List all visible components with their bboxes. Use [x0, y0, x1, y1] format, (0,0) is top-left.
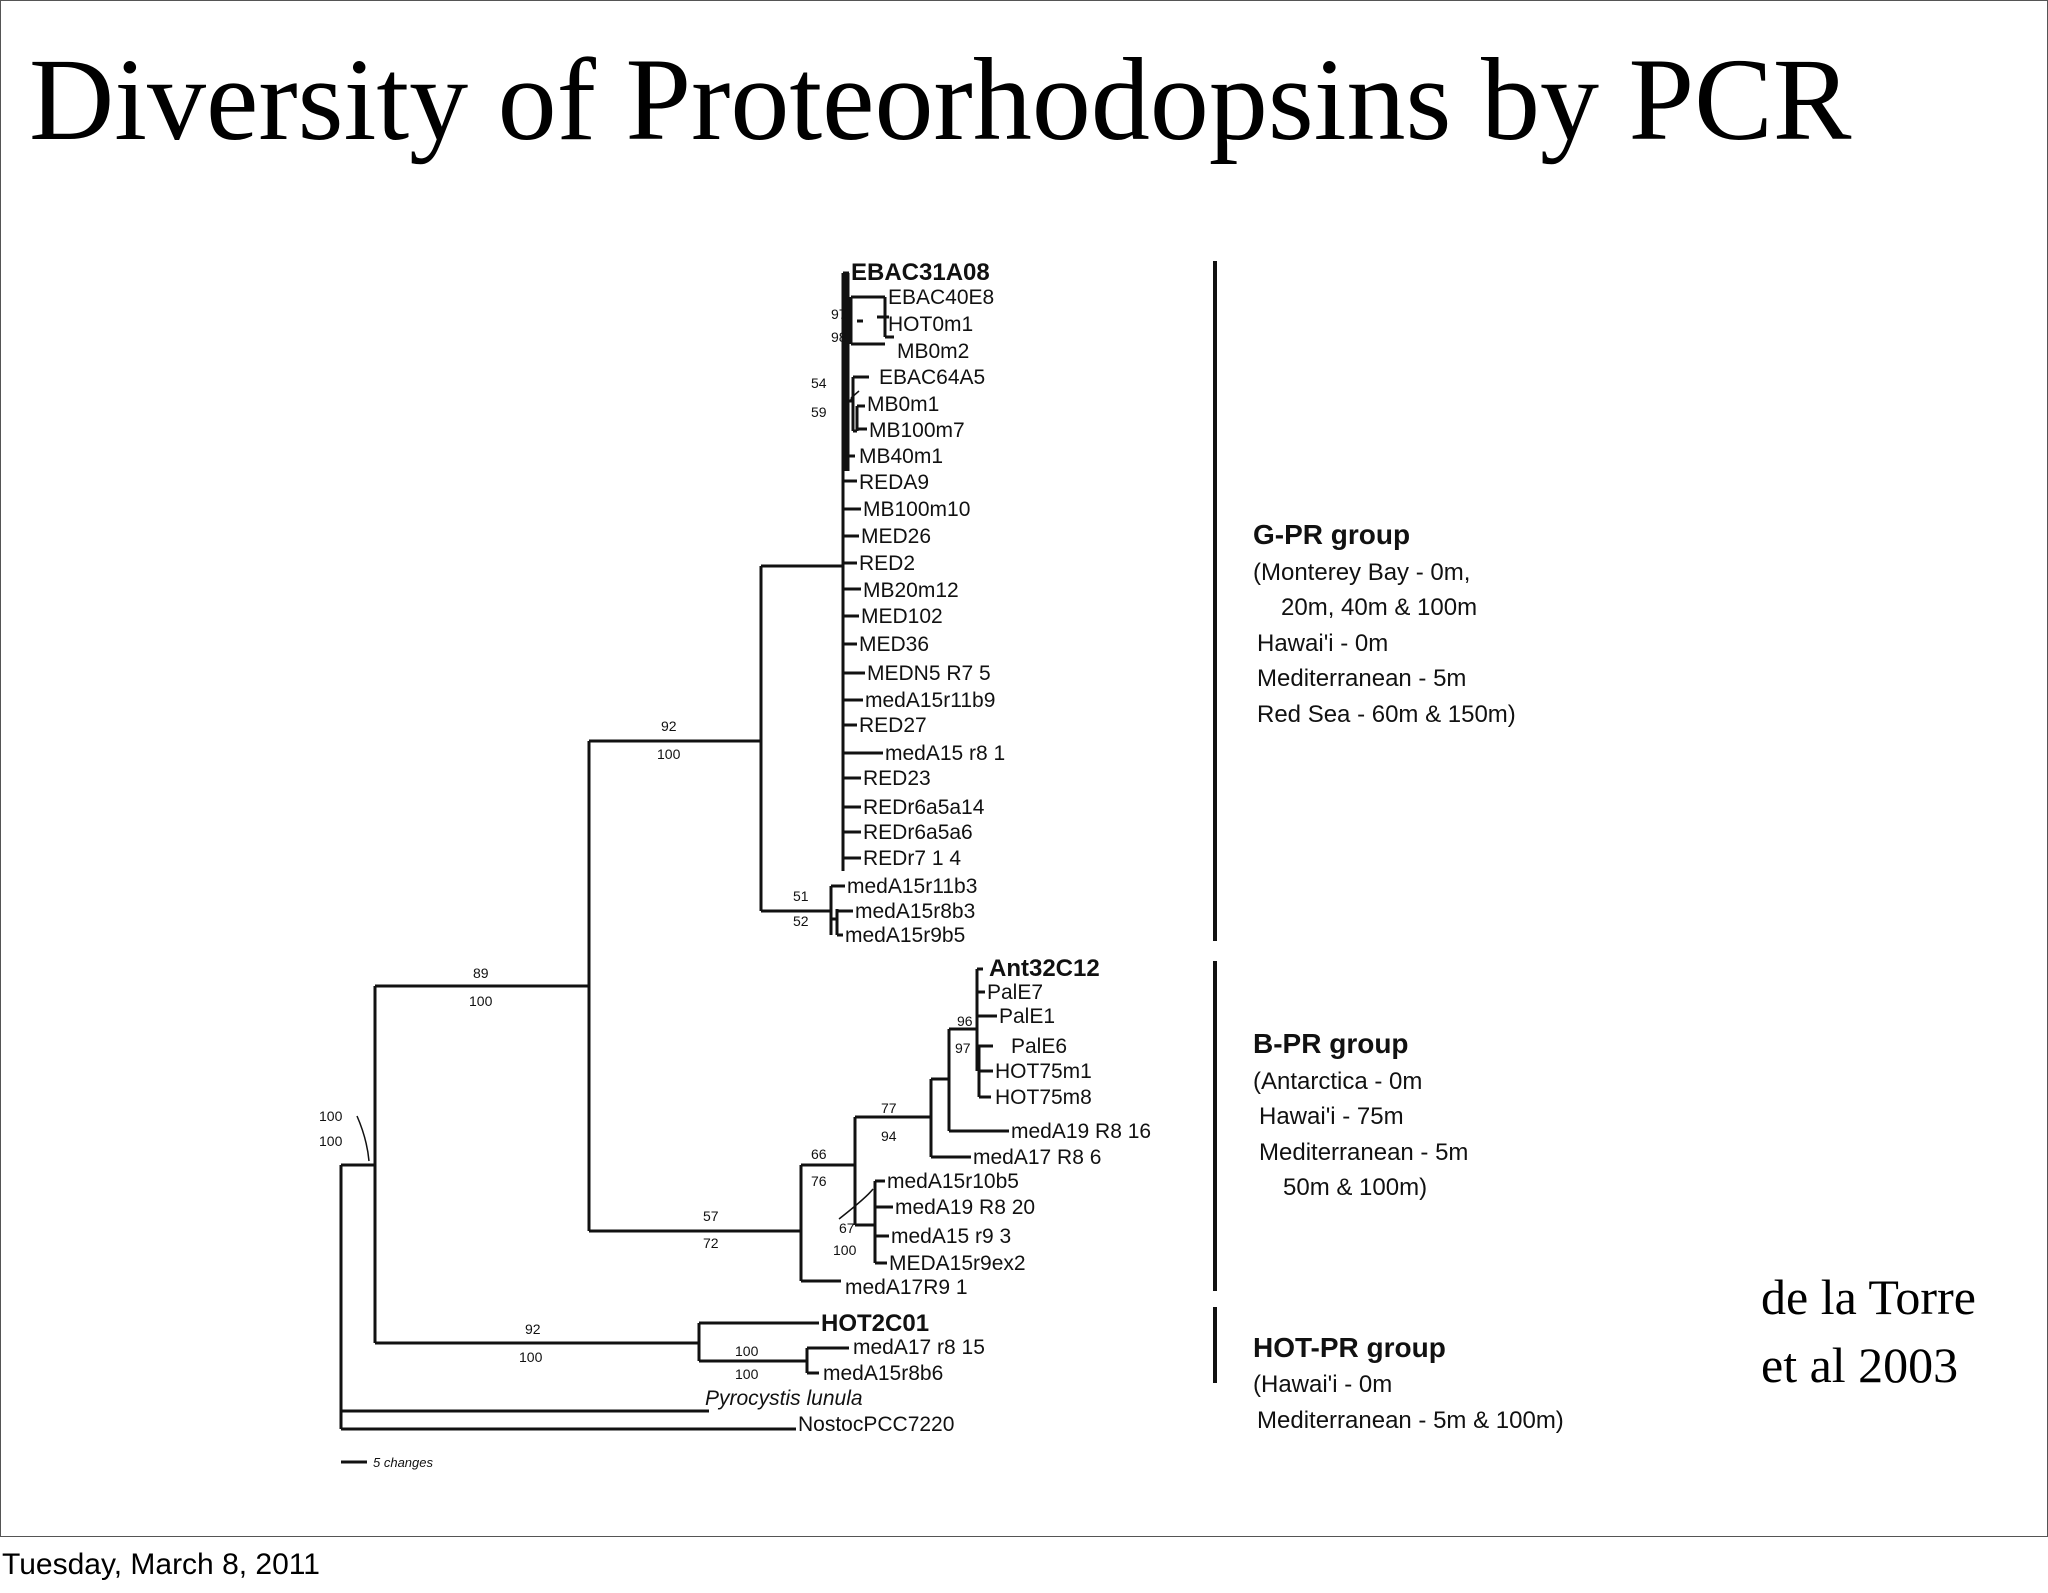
bootstrap-value: 76: [811, 1173, 827, 1189]
citation: [1761, 1263, 1976, 1399]
bootstrap-value: 96: [957, 1013, 973, 1029]
leaf-label: RED2: [859, 552, 916, 575]
leaf-label: MB40m1: [859, 445, 944, 468]
gpr-annotation: [1253, 519, 1516, 728]
leaf-label: medA19 R8 20: [895, 1196, 1036, 1219]
bootstrap-value: 57: [703, 1208, 719, 1224]
leaf-label: MED26: [861, 525, 932, 548]
gpr-line: (Monterey Bay - 0m,: [1253, 559, 1471, 586]
hotpr-line: Mediterranean - 5m & 100m): [1257, 1407, 1564, 1434]
bootstrap-value: 100: [657, 746, 681, 762]
leaf-label: Ant32C12: [989, 955, 1100, 982]
hotpr-line: (Hawai'i - 0m: [1253, 1371, 1393, 1398]
bootstrap-value: 100: [469, 993, 493, 1009]
leaf-label: medA17 R8 6: [973, 1146, 1102, 1169]
slide-title: Diversity of Proteorhodopsins by PCR: [29, 34, 1852, 165]
gpr-line: Mediterranean - 5m: [1257, 665, 1467, 692]
branch: [589, 741, 801, 1231]
hotpr-annotation: [1253, 1332, 1564, 1434]
leaf-label: medA15 r9 3: [891, 1225, 1012, 1248]
phylogenetic-tree: [1, 1, 2047, 1536]
leaf-label: medA15r10b5: [887, 1170, 1019, 1193]
gpr-line: Red Sea - 60m & 150m): [1257, 701, 1516, 728]
leaf-labels: [705, 259, 1151, 1436]
branch: [857, 406, 867, 431]
bootstrap-value: 54: [811, 375, 827, 391]
bootstrap-value: 100: [735, 1343, 759, 1359]
gpr-title: G-PR group: [1253, 519, 1411, 550]
bootstrap-value: 89: [473, 965, 489, 981]
leaf-label: MB0m1: [867, 393, 940, 416]
leaf-label: EBAC64A5: [879, 366, 986, 389]
bootstrap-value: 67: [839, 1220, 855, 1236]
bootstrap-value: 52: [793, 913, 809, 929]
leaf-label: medA19 R8 16: [1011, 1120, 1152, 1143]
leaf-label: medA15r8b6: [823, 1362, 944, 1385]
hotpr-title: HOT-PR group: [1253, 1332, 1446, 1363]
gpr-line: 20m, 40m & 100m: [1281, 594, 1478, 621]
branch: [357, 1116, 369, 1161]
leaf-label: Pyrocystis lunula: [705, 1387, 863, 1410]
leaf-label: RED23: [863, 767, 931, 790]
branch: [375, 986, 699, 1343]
leaf-label: RED27: [859, 714, 927, 737]
bootstrap-value: 72: [703, 1235, 719, 1251]
bootstrap-value: 66: [811, 1146, 827, 1162]
branch: [699, 1323, 819, 1361]
bootstrap-value: 100: [319, 1108, 343, 1124]
leaf-label: medA17 r8 15: [853, 1336, 985, 1359]
branch: [843, 589, 865, 673]
bootstrap-value: 92: [525, 1321, 541, 1337]
leaf-label: MEDA15r9ex2: [889, 1252, 1026, 1275]
leaf-label: EBAC40E8: [888, 286, 995, 309]
branch: [979, 1046, 993, 1097]
leaf-label: medA15 r8 1: [885, 742, 1006, 765]
leaf-label: MB100m7: [869, 419, 965, 442]
bpr-line: Hawai'i - 75m: [1259, 1103, 1404, 1130]
bootstrap-value: 100: [519, 1349, 543, 1365]
bootstrap-value: 94: [881, 1128, 897, 1144]
bootstrap-value: 98: [831, 329, 847, 345]
leaf-label: NostocPCC7220: [798, 1413, 955, 1436]
leaf-label: HOT75m1: [995, 1060, 1092, 1083]
leaf-label: medA15r9b5: [845, 924, 966, 947]
leaf-label: REDr6a5a6: [863, 821, 973, 844]
footer-date: Tuesday, March 8, 2011: [2, 1548, 320, 1581]
citation-line: de la Torre: [1761, 1269, 1976, 1325]
leaf-label: medA15r8b3: [855, 900, 976, 923]
branch: [875, 1181, 893, 1263]
branch: [843, 807, 861, 858]
bootstrap-value: 100: [319, 1133, 343, 1149]
leaf-label: EBAC31A08: [851, 259, 990, 286]
bpr-line: 50m & 100m): [1283, 1174, 1428, 1201]
leaf-label: MB20m12: [863, 579, 959, 602]
bootstrap-value: 92: [661, 718, 677, 734]
leaf-label: PalE1: [999, 1005, 1056, 1028]
leaf-label: REDr7 1 4: [863, 847, 962, 870]
scale-label: 5 changes: [373, 1455, 433, 1470]
leaf-label: MEDN5 R7 5: [867, 662, 991, 685]
leaf-label: PalE7: [987, 981, 1044, 1004]
bootstrap-value: 97: [831, 306, 847, 322]
gpr-line: Hawai'i - 0m: [1257, 630, 1389, 657]
leaf-label: medA15r11b9: [865, 689, 996, 712]
bpr-line: (Antarctica - 0m: [1253, 1068, 1423, 1095]
leaf-label: medA17R9 1: [845, 1276, 968, 1299]
leaf-label: HOT0m1: [888, 313, 974, 336]
leaf-label: HOT75m8: [995, 1086, 1092, 1109]
leaf-label: MED36: [859, 633, 930, 656]
leaf-label: HOT2C01: [821, 1310, 930, 1337]
leaf-label: REDr6a5a14: [863, 796, 985, 819]
leaf-label: MB0m2: [897, 340, 970, 363]
bootstrap-value: 100: [735, 1366, 759, 1382]
leaf-label: PalE6: [1011, 1035, 1068, 1058]
bpr-annotation: [1253, 1028, 1468, 1201]
leaf-label: MB100m10: [863, 498, 971, 521]
bootstrap-value: 100: [833, 1242, 857, 1258]
bootstrap-value: 77: [881, 1100, 897, 1116]
bpr-line: Mediterranean - 5m: [1259, 1139, 1469, 1166]
bootstrap-value: 97: [955, 1040, 971, 1056]
bpr-title: B-PR group: [1253, 1028, 1409, 1059]
leaf-label: medA15r11b3: [847, 875, 978, 898]
citation-line: et al 2003: [1761, 1337, 1959, 1393]
bootstrap-value: 51: [793, 888, 809, 904]
leaf-label: REDA9: [859, 471, 930, 494]
scale-bar: [341, 1455, 433, 1470]
leaf-label: MED102: [861, 605, 943, 628]
branch: [761, 566, 843, 911]
branch: [931, 1079, 971, 1157]
bootstrap-value: 59: [811, 404, 827, 420]
